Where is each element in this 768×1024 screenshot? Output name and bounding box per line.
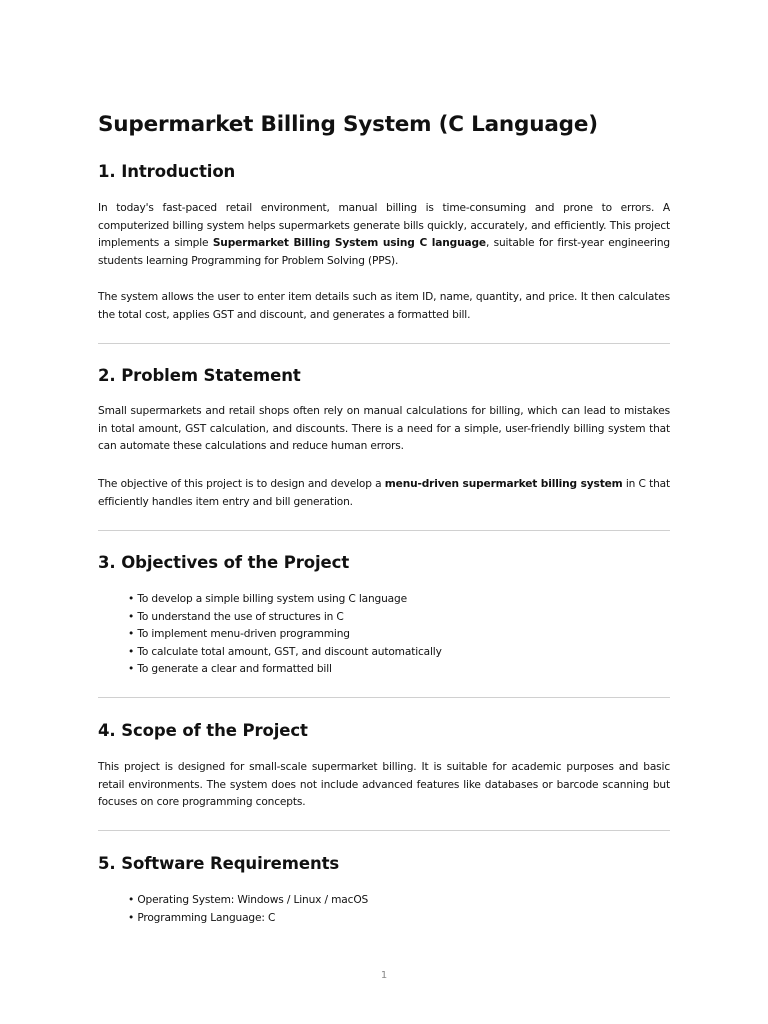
section-divider	[98, 343, 670, 344]
introduction-paragraph-2: The system allows the user to enter item details such as item ID, name, quantity, and price. It then calculates the total cost, applies GST and discount, and generates a formatted bill.	[98, 291, 670, 321]
page-number: 1	[380, 970, 388, 981]
bold-text-run: menu-driven supermarket billing system	[384, 478, 623, 490]
objectives-list	[128, 591, 442, 679]
text-run: In today's fast-paced retail environment, manual billing is time-consuming and prone to errors. A computerized billing system helps supermarkets generate bills quickly, accurately, and efficiently. This project implements a simple	[98, 202, 670, 249]
software-requirements-list	[128, 892, 368, 927]
list-item: • Operating System: Windows / Linux / macOS	[128, 894, 369, 906]
document-title: Supermarket Billing System (C Language)	[98, 112, 598, 137]
text-run: in C that efficiently handles item entry and bill generation.	[98, 478, 670, 508]
text-run: , suitable for first-year engineering students learning Programming for Problem Solving (PPS).	[98, 237, 670, 267]
list-item: • To calculate total amount, GST, and discount automatically	[128, 645, 442, 658]
list-item: • To develop a simple billing system using C language	[128, 593, 407, 605]
list-item: • To implement menu-driven programming	[128, 628, 350, 640]
scope-paragraph: This project is designed for small-scale supermarket billing. It is suitable for academic purposes and basic retail environments. The system does not include advanced features like databases or barcode scanning but focuses on core programming concepts.	[98, 761, 670, 808]
section-heading-problem-statement: 2. Problem Statement	[98, 366, 301, 385]
section-divider	[98, 830, 670, 831]
list-item: • To understand the use of structures in C	[128, 610, 344, 623]
list-item: • To generate a clear and formatted bill	[128, 663, 332, 675]
problem-statement-paragraph-2	[98, 476, 670, 511]
introduction-paragraph-1	[98, 200, 670, 270]
bold-text-run: Supermarket Billing System using C language	[212, 237, 486, 249]
list-item: • Programming Language: C	[128, 911, 276, 924]
section-heading-software-requirements: 5. Software Requirements	[98, 854, 340, 873]
text-run: The objective of this project is to design and develop a	[98, 478, 385, 490]
section-heading-introduction: 1. Introduction	[98, 162, 236, 181]
problem-statement-paragraph-1: Small supermarkets and retail shops often rely on manual calculations for billing, which can lead to mistakes in total amount, GST calculation, and discounts. There is a need for a simple, user-friendly billing system that can automate these calculations and reduce human errors.	[98, 405, 670, 452]
section-heading-scope: 4. Scope of the Project	[98, 721, 308, 740]
section-heading-objectives: 3. Objectives of the Project	[98, 553, 350, 572]
section-divider	[98, 530, 670, 531]
section-divider	[98, 697, 670, 698]
